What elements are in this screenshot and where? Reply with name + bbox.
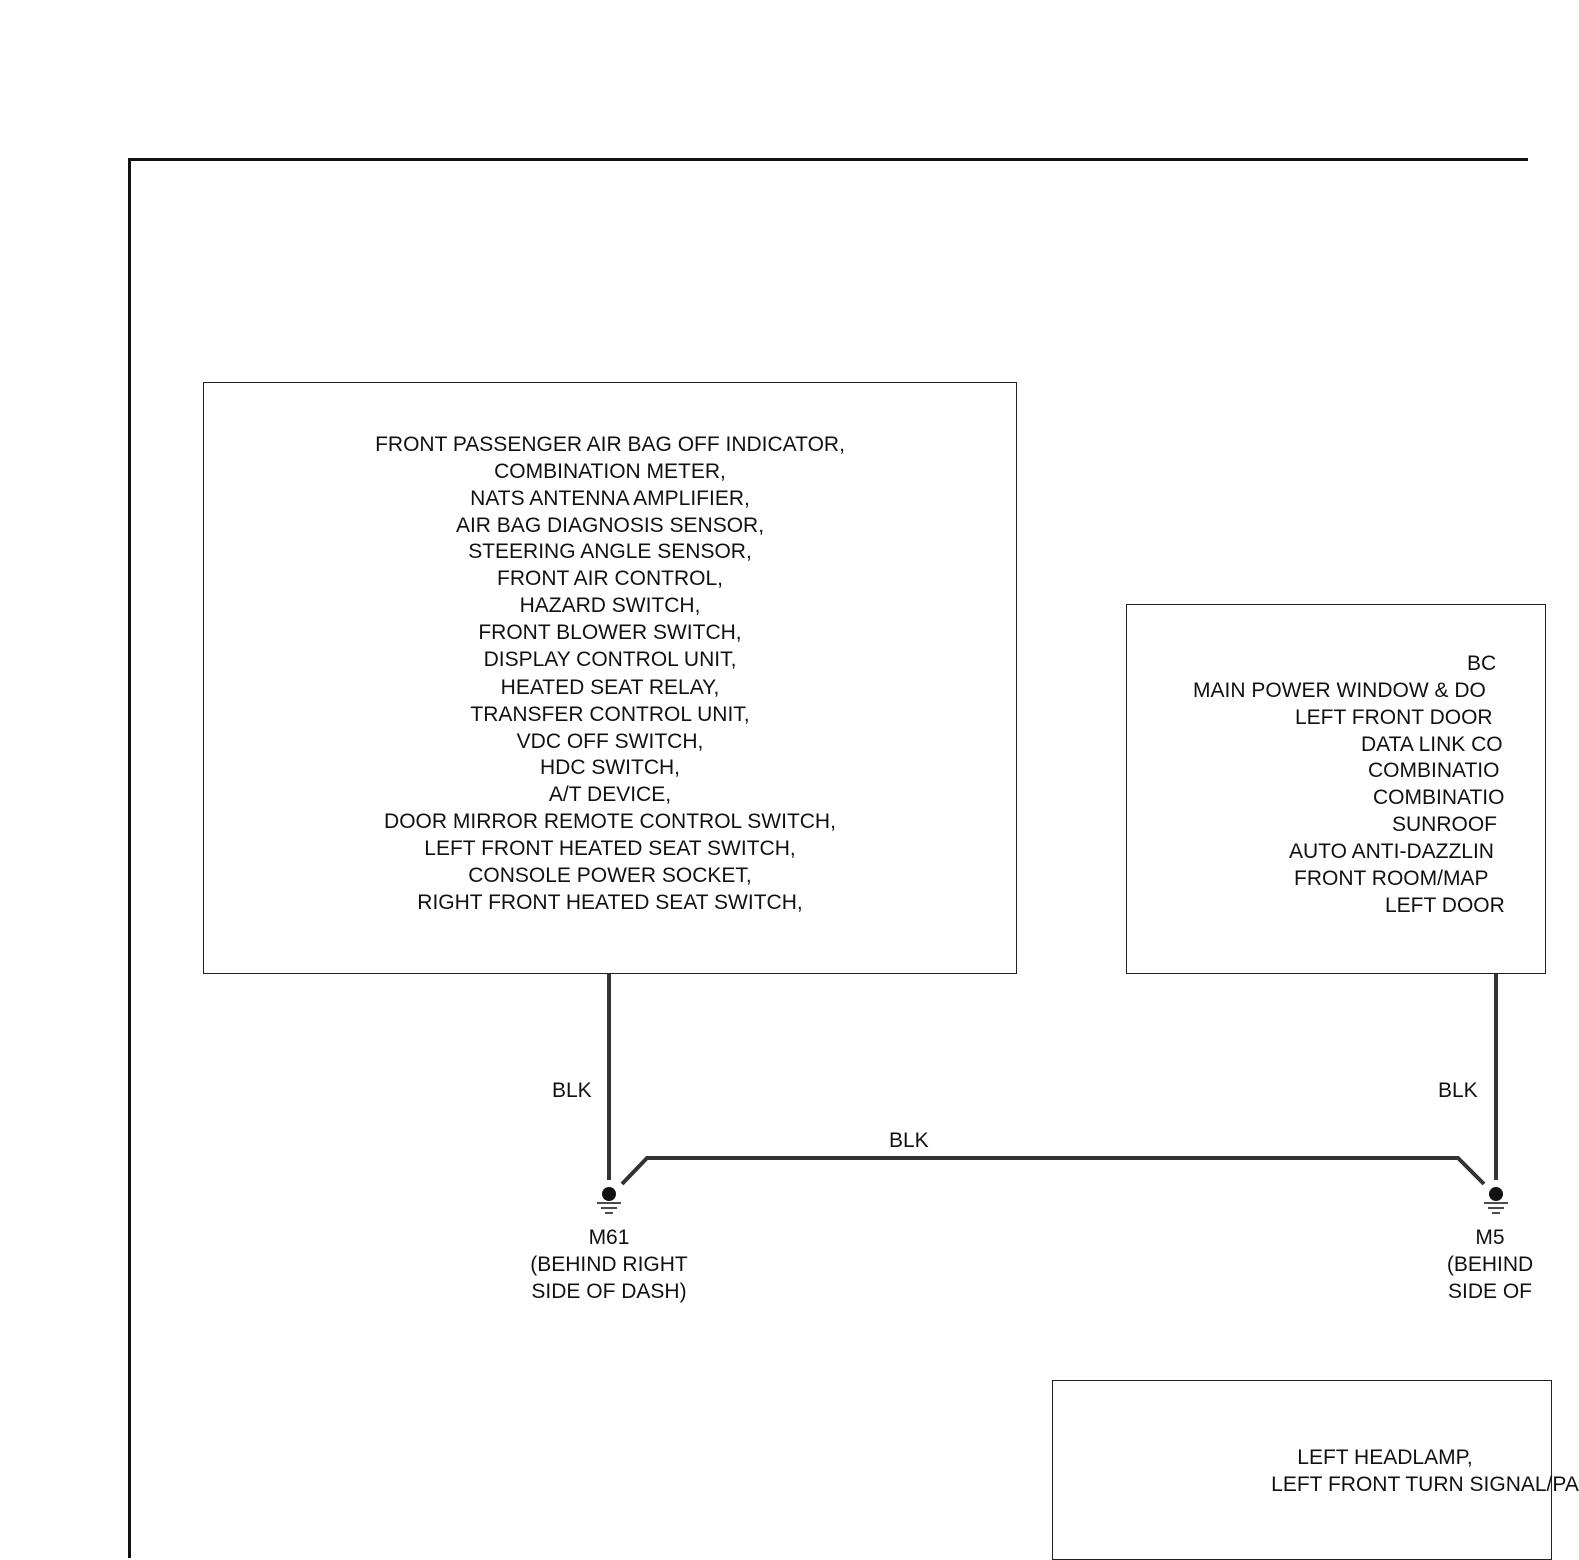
component-line: HEATED SEAT RELAY, (500, 676, 720, 699)
wire-color-label: BLK (1438, 1079, 1478, 1102)
component-line: HDC SWITCH, (540, 756, 680, 779)
component-line: DISPLAY CONTROL UNIT, (483, 648, 737, 671)
component-line: CONSOLE POWER SOCKET, (468, 864, 752, 887)
component-line: LEFT DOOR (1385, 894, 1505, 917)
component-line: NATS ANTENNA AMPLIFIER, (470, 487, 750, 510)
ground-location: (BEHIND (1446, 1253, 1534, 1276)
ground-location: (BEHIND RIGHT (530, 1253, 688, 1276)
ground-id: M5 (1475, 1226, 1505, 1249)
component-line: LEFT HEADLAMP, (1297, 1446, 1473, 1469)
component-box-headlamp (1052, 1380, 1579, 1560)
ground-location: SIDE OF (1447, 1280, 1532, 1303)
ground-symbol-m61 (597, 1187, 621, 1213)
component-line: LEFT FRONT DOOR (1295, 706, 1493, 729)
component-line: FRONT AIR CONTROL, (497, 567, 723, 590)
component-line: COMBINATION METER, (494, 460, 726, 483)
component-line: FRONT ROOM/MAP (1294, 867, 1489, 890)
component-line: BC (1467, 652, 1497, 675)
component-line: RIGHT FRONT HEATED SEAT SWITCH, (417, 891, 803, 914)
ground-id: M61 (588, 1226, 630, 1249)
ground-point-label-m61 (530, 1224, 688, 1305)
wire-color-label: BLK (889, 1129, 929, 1152)
component-line: SUNROOF (1392, 813, 1497, 836)
wire-color-label: BLK (552, 1079, 592, 1102)
component-line: AUTO ANTI-DAZZLIN (1289, 840, 1494, 863)
component-line: FRONT BLOWER SWITCH, (478, 621, 742, 644)
component-line: MAIN POWER WINDOW & DO (1193, 679, 1486, 702)
component-line: DOOR MIRROR REMOTE CONTROL SWITCH, (384, 810, 836, 833)
ground-location: SIDE OF DASH) (531, 1280, 687, 1303)
component-line: VDC OFF SWITCH, (516, 730, 704, 753)
component-line: HAZARD SWITCH, (519, 594, 701, 617)
component-box-bcm (1126, 604, 1546, 974)
component-line: STEERING ANGLE SENSOR, (468, 540, 752, 563)
component-line: FRONT PASSENGER AIR BAG OFF INDICATOR, (375, 433, 845, 456)
component-line: COMBINATIO (1368, 759, 1500, 782)
component-box-dash (203, 382, 1017, 974)
component-line: LEFT FRONT TURN SIGNAL/PA (1271, 1473, 1579, 1496)
component-line: LEFT FRONT HEATED SEAT SWITCH, (424, 837, 796, 860)
component-line: A/T DEVICE, (548, 783, 672, 806)
ground-point-label-m5 (1447, 1224, 1533, 1305)
wire-ground-link (622, 1158, 1484, 1184)
component-line: AIR BAG DIAGNOSIS SENSOR, (455, 514, 765, 537)
component-line: DATA LINK CO (1361, 733, 1503, 756)
component-line: COMBINATIO (1373, 786, 1505, 809)
component-line: TRANSFER CONTROL UNIT, (470, 703, 750, 726)
